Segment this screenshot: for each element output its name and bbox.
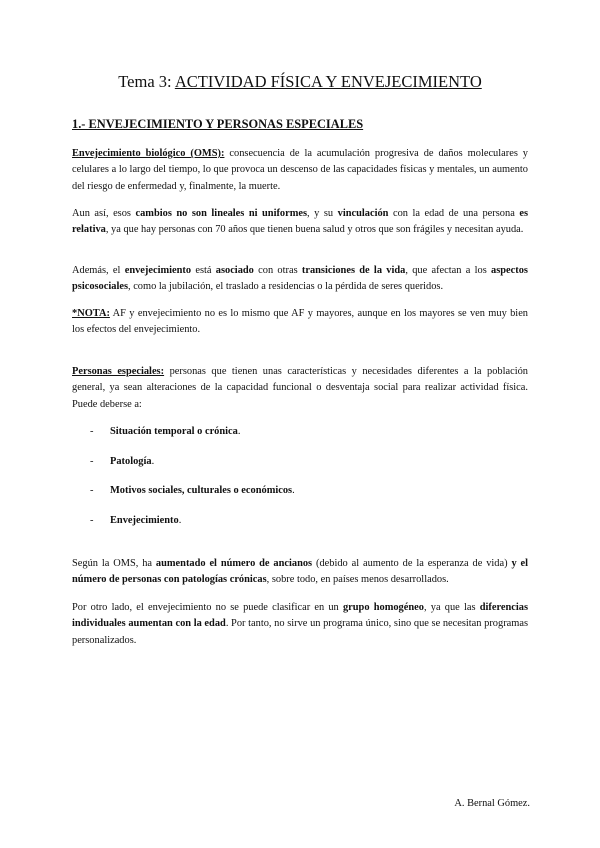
term-nota: *NOTA: [72, 308, 110, 319]
paragraph-cambios [72, 206, 528, 239]
section-heading: 1.- ENVEJECIMIENTO Y PERSONAS ESPECIALES [72, 117, 364, 131]
term-personas-especiales: Personas especiales: [72, 366, 165, 377]
paragraph-oms [72, 556, 528, 589]
list-item-label: Motivos sociales, culturales o económicos [110, 485, 293, 496]
bold-span: cambios no son lineales ni uniformes [135, 208, 308, 219]
bold-span: grupo homogéneo [342, 602, 424, 613]
paragraph-nota [72, 306, 528, 339]
list-item-label: Envejecimiento [110, 515, 179, 526]
list-item-end: . [237, 426, 241, 437]
paragraph-grupo-homogeneo [72, 600, 528, 649]
list-item-end: . [151, 456, 155, 467]
title-main: ACTIVIDAD FÍSICA Y ENVEJECIMIENTO [174, 72, 482, 91]
bold-span: aumentado el número de ancianos [155, 558, 313, 569]
text-span: con otras [253, 265, 302, 276]
text-span: Por otro lado, el envejecimiento no se puede clasificar en un [72, 602, 343, 613]
text-span: está [191, 265, 216, 276]
text-span: con la edad de una persona [388, 208, 520, 219]
paragraph-text: personas que tienen unas características y necesidades diferentes a la población general, ya sean alteraciones de la capacidad funcional o desventaja social para realizar actividad física. Puede deberse a: [72, 366, 529, 410]
footer-author: A. Bernal Gómez. [454, 798, 530, 809]
list-item-label: Situación temporal o crónica [110, 426, 238, 437]
bullet-dash: - [90, 456, 94, 467]
text-span: (debido al aumento de la esperanza de vida) [312, 558, 512, 569]
bold-span: aspectos psicosociales [72, 265, 528, 293]
list-item [90, 485, 295, 496]
text-span: Aun así, esos [72, 208, 136, 219]
text-span: , que afectan a los [405, 265, 492, 276]
bold-span: es relativa [72, 208, 528, 236]
text-span: , como la jubilación, el traslado a residencias o la pérdida de seres queridos. [128, 281, 444, 293]
list-item [90, 426, 240, 437]
bold-span: y el número de personas con patologías crónicas [72, 558, 529, 586]
text-span: Según la OMS, ha [72, 558, 156, 569]
text-span: , sobre todo, en países menos desarrollados. [266, 574, 449, 586]
term-envejecimiento-biologico: Envejecimiento biológico (OMS): [72, 148, 225, 159]
bold-span: transiciones de la vida [301, 265, 406, 276]
paragraph-text: consecuencia de la acumulación progresiva de daños moleculares y celulares a lo largo del tiempo, lo que provoca un descenso de las capacidades físicas y mentales, un aumento del riesgo de enfermedad y, finalmente, la muerte. [72, 148, 528, 192]
title-prefix: Tema 3: [118, 72, 175, 91]
paragraph-text: AF y envejecimiento no es lo mismo que AF y mayores, aunque en los mayores se ven muy bien los efectos del envejecimiento. [72, 308, 528, 336]
text-span: , ya que hay personas con 70 años que tienen buena salud y otros que son frágiles y necesitan ayuda. [105, 224, 524, 236]
bold-span: vinculación [337, 208, 389, 219]
page-title [0, 72, 600, 92]
list-item-label: Patología [110, 456, 152, 467]
bullet-dash: - [90, 515, 94, 526]
paragraph-envejecimiento-biologico [72, 146, 528, 195]
text-span: , ya que las [423, 602, 480, 613]
text-span: . Por tanto, no sirve un programa único, sino que se necesitan programas personalizados. [72, 618, 528, 646]
list-item-end: . [178, 515, 182, 526]
bullet-dash: - [90, 426, 94, 437]
paragraph-transiciones [72, 263, 528, 296]
bold-span: envejecimiento [124, 265, 192, 276]
paragraph-personas-especiales [72, 364, 528, 413]
bold-span: asociado [215, 265, 254, 276]
bullet-dash: - [90, 485, 94, 496]
bold-span: diferencias individuales aumentan con la edad [72, 602, 529, 630]
list-item [90, 456, 154, 467]
text-span: , y su [307, 208, 338, 219]
text-span: Además, el [72, 265, 125, 276]
list-item-end: . [292, 485, 295, 496]
list-item [90, 515, 181, 526]
